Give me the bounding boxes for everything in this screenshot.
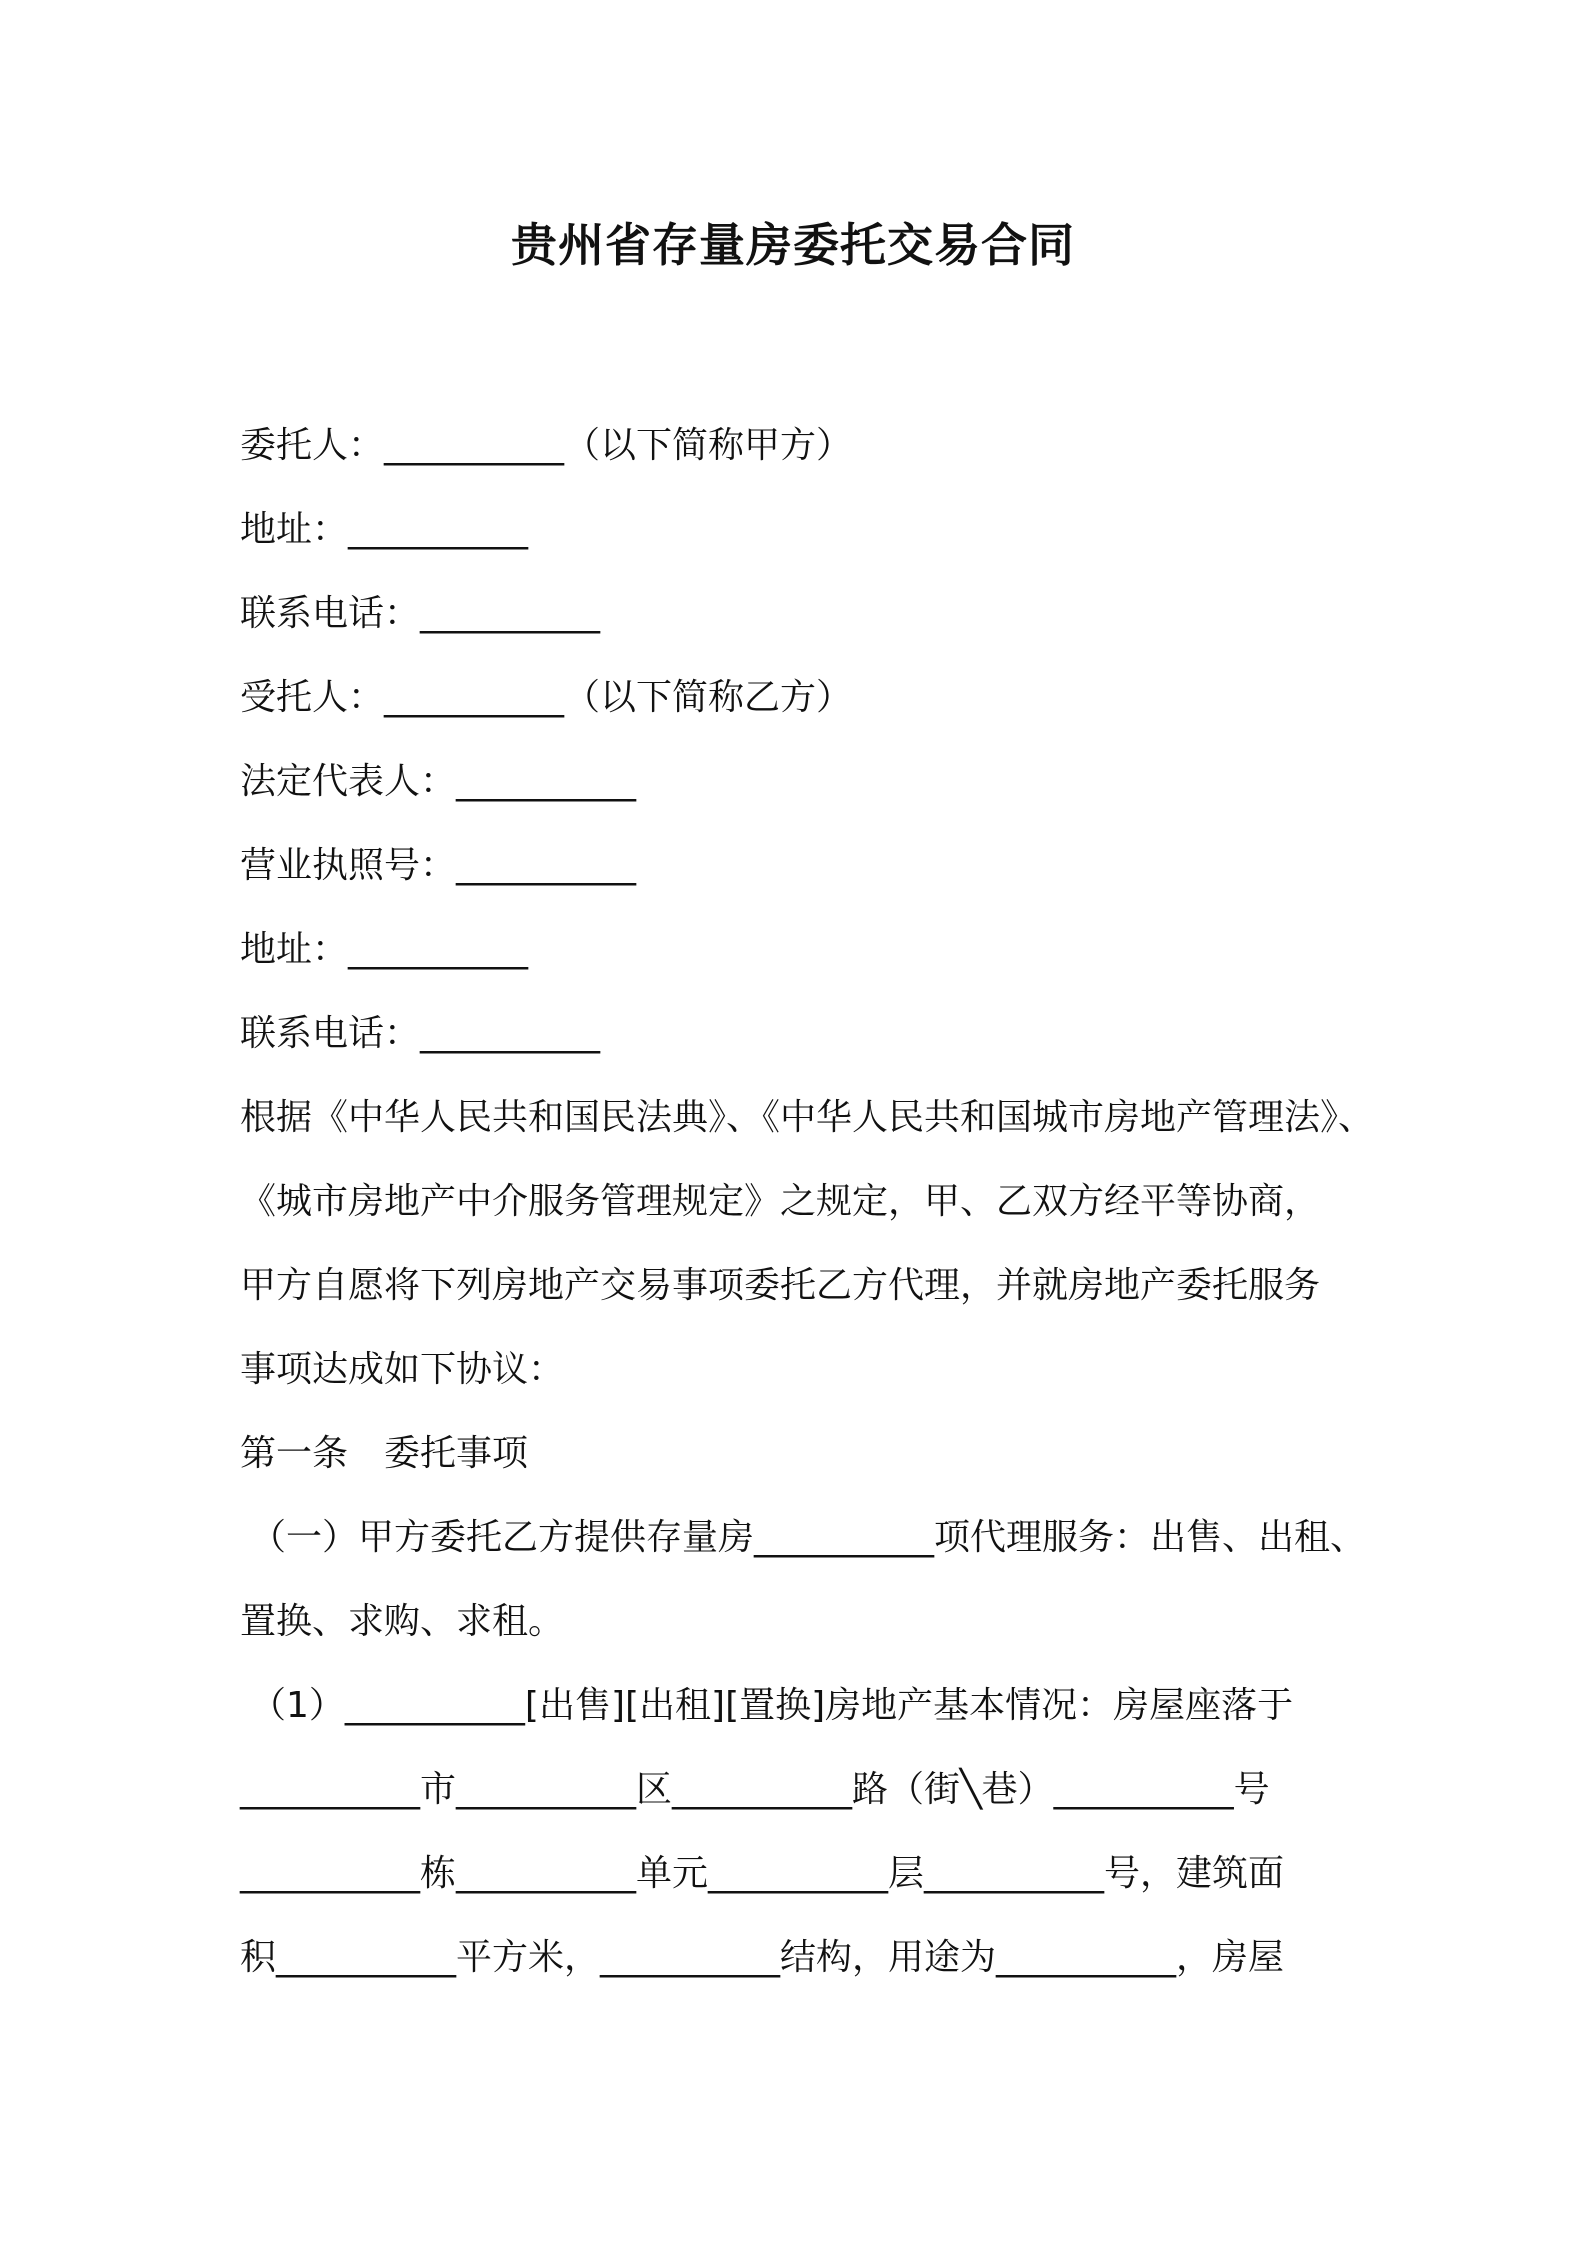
document-title: 贵州省存量房委托交易合同 (511, 218, 1075, 272)
preamble-line-2: 《城市房地产中介服务管理规定》之规定，甲、乙双方经平等协商， (240, 1181, 1321, 1222)
preamble-line-1: 根据《中华人民共和国民法典》、《中华人民共和国城市房地产管理法》、 (240, 1097, 1375, 1138)
client-phone-line: 联系电话：__________ (240, 593, 601, 634)
property-info-line-4: 积__________平方米，__________结构，用途为__________，房屋 (240, 1937, 1285, 1978)
clause-1-line-1: （一）甲方委托乙方提供存量房__________项代理服务：出售、出租、 (250, 1517, 1367, 1558)
property-info-line-3: __________栋__________单元__________层__________号，建筑面 (240, 1853, 1285, 1894)
property-info-line-1: （1）__________[出售][出租][置换]房地产基本情况：房屋座落于 (250, 1685, 1294, 1726)
agent-address-line: 地址：__________ (240, 929, 529, 970)
agent-name-line: 受托人：__________（以下简称乙方） (240, 677, 853, 718)
legal-representative-line: 法定代表人：__________ (240, 761, 637, 802)
preamble-line-3: 甲方自愿将下列房地产交易事项委托乙方代理，并就房地产委托服务 (240, 1265, 1321, 1306)
article-1-heading: 第一条 委托事项 (240, 1433, 529, 1474)
clause-1-line-2: 置换、求购、求租。 (240, 1601, 565, 1642)
preamble-line-4: 事项达成如下协议： (240, 1349, 565, 1390)
property-info-line-2: __________市__________区__________路（街╲巷）__________号 (240, 1769, 1270, 1810)
client-address-line: 地址：__________ (240, 509, 529, 550)
client-name-line: 委托人：__________（以下简称甲方） (240, 425, 853, 466)
document-body (240, 404, 1375, 2000)
agent-phone-line: 联系电话：__________ (240, 1013, 601, 1054)
business-license-line: 营业执照号：__________ (240, 845, 637, 886)
